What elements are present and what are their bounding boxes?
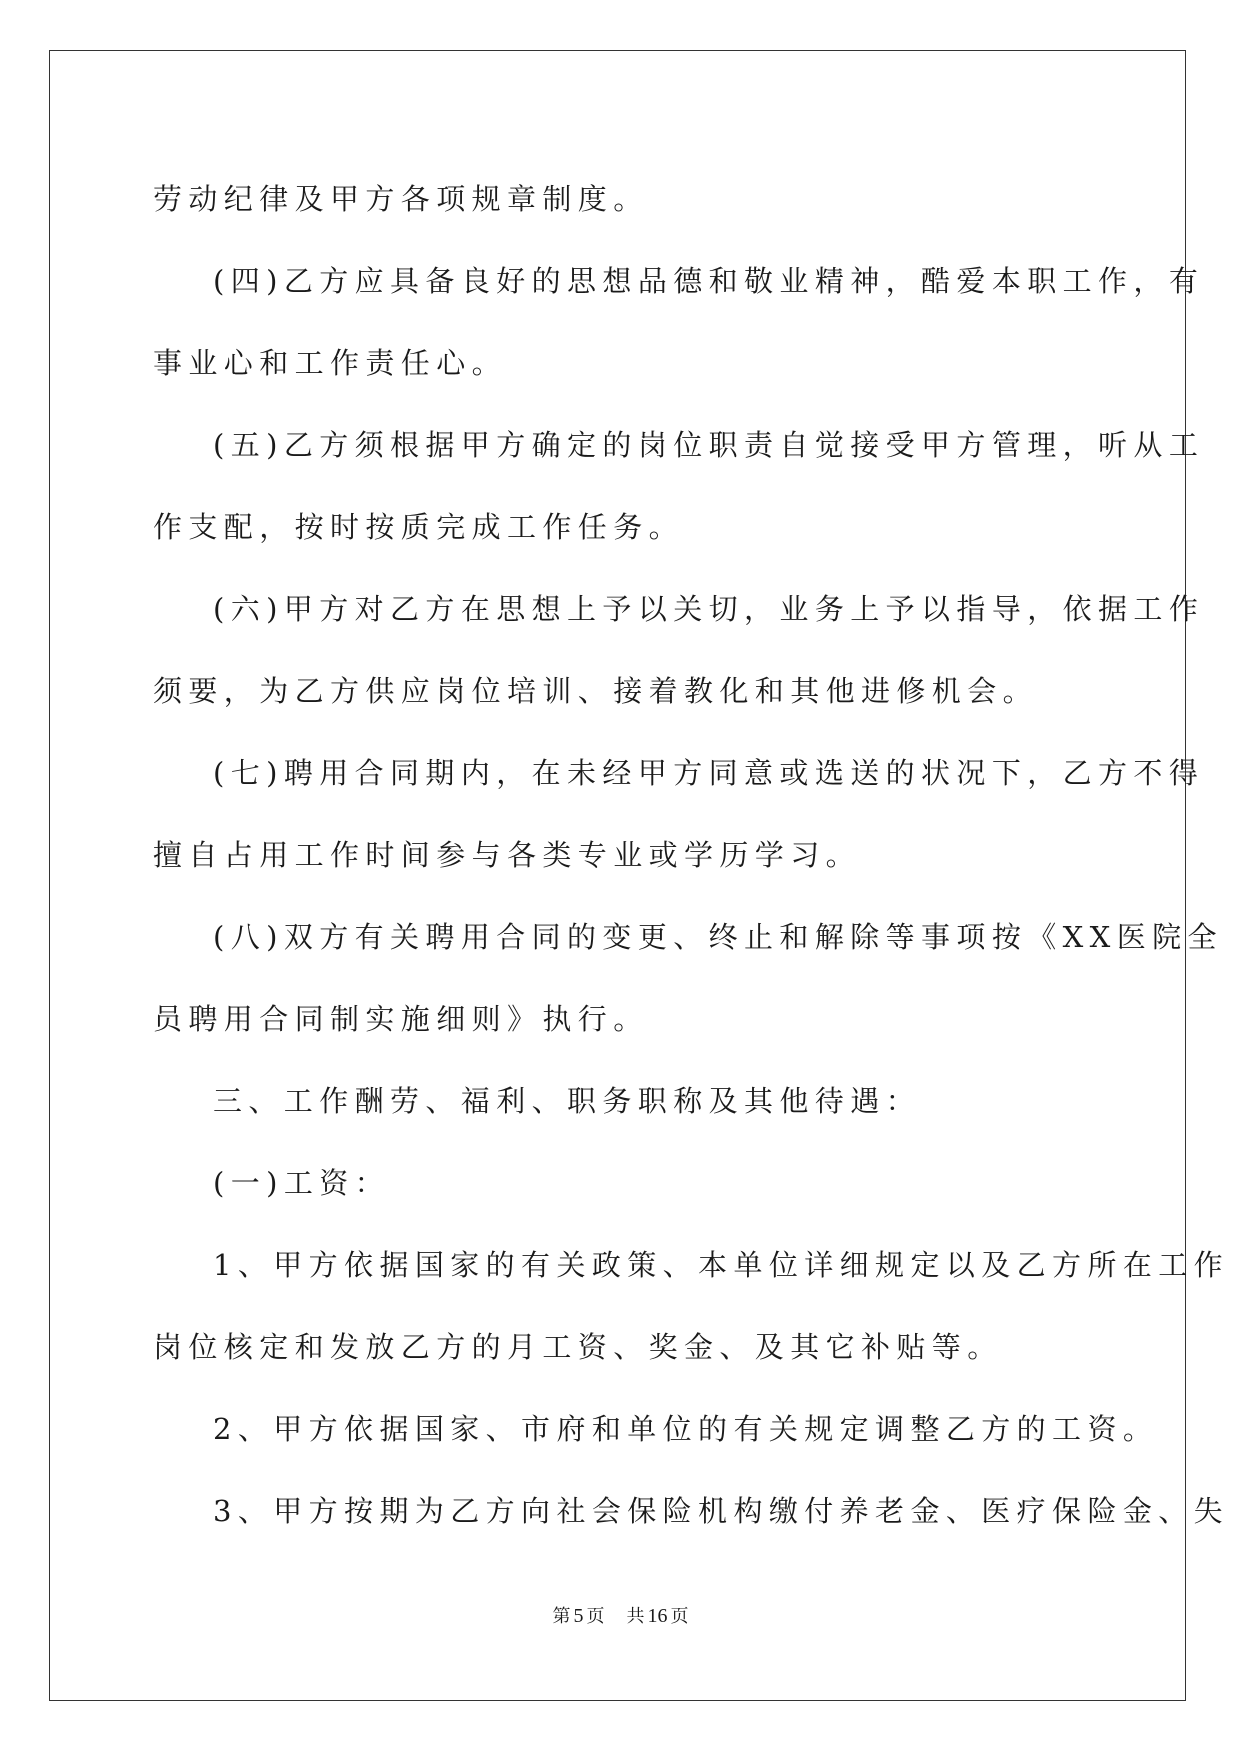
- total-prefix: 共: [626, 1606, 645, 1627]
- text-line-4: (五)乙方须根据甲方确定的岗位职责自觉接受甲方管理，听从工: [213, 428, 1205, 462]
- page-total: 16: [647, 1605, 668, 1627]
- text-line-3: 事业心和工作责任心。: [153, 346, 508, 380]
- text-line-12: 三、工作酬劳、福利、职务职称及其他待遇：: [213, 1084, 922, 1118]
- page-prefix: 第: [552, 1606, 571, 1627]
- total-suffix: 页: [670, 1606, 689, 1627]
- text-line-7: 须要，为乙方供应岗位培训、接着教化和其他进修机会。: [153, 674, 1039, 708]
- text-line-16: 2、甲方依据国家、市府和单位的有关规定调整乙方的工资。: [213, 1412, 1159, 1446]
- text-line-1: 劳动纪律及甲方各项规章制度。: [153, 182, 649, 216]
- text-line-8: (七)聘用合同期内，在未经甲方同意或选送的状况下，乙方不得: [213, 756, 1205, 790]
- text-line-5: 作支配，按时按质完成工作任务。: [153, 510, 685, 544]
- text-line-11: 员聘用合同制实施细则》执行。: [153, 1002, 649, 1036]
- text-line-15: 岗位核定和发放乙方的月工资、奖金、及其它补贴等。: [153, 1330, 1003, 1364]
- text-line-10: (八)双方有关聘用合同的变更、终止和解除等事项按《XX医院全: [213, 920, 1223, 954]
- text-line-13: (一)工资：: [213, 1166, 391, 1200]
- text-line-9: 擅自占用工作时间参与各类专业或学历学习。: [153, 838, 862, 872]
- page-current: 5: [573, 1605, 584, 1627]
- document-body: [153, 158, 1230, 1552]
- text-line-14: 1、甲方依据国家的有关政策、本单位详细规定以及乙方所在工作: [213, 1248, 1230, 1282]
- page-suffix: 页: [586, 1606, 605, 1627]
- text-line-17: 3、甲方按期为乙方向社会保险机构缴付养老金、医疗保险金、失: [213, 1494, 1230, 1528]
- page-footer: [0, 1602, 1241, 1628]
- text-line-6: (六)甲方对乙方在思想上予以关切，业务上予以指导，依据工作: [213, 592, 1205, 626]
- text-line-2: (四)乙方应具备良好的思想品德和敬业精神，酷爱本职工作，有: [213, 264, 1205, 298]
